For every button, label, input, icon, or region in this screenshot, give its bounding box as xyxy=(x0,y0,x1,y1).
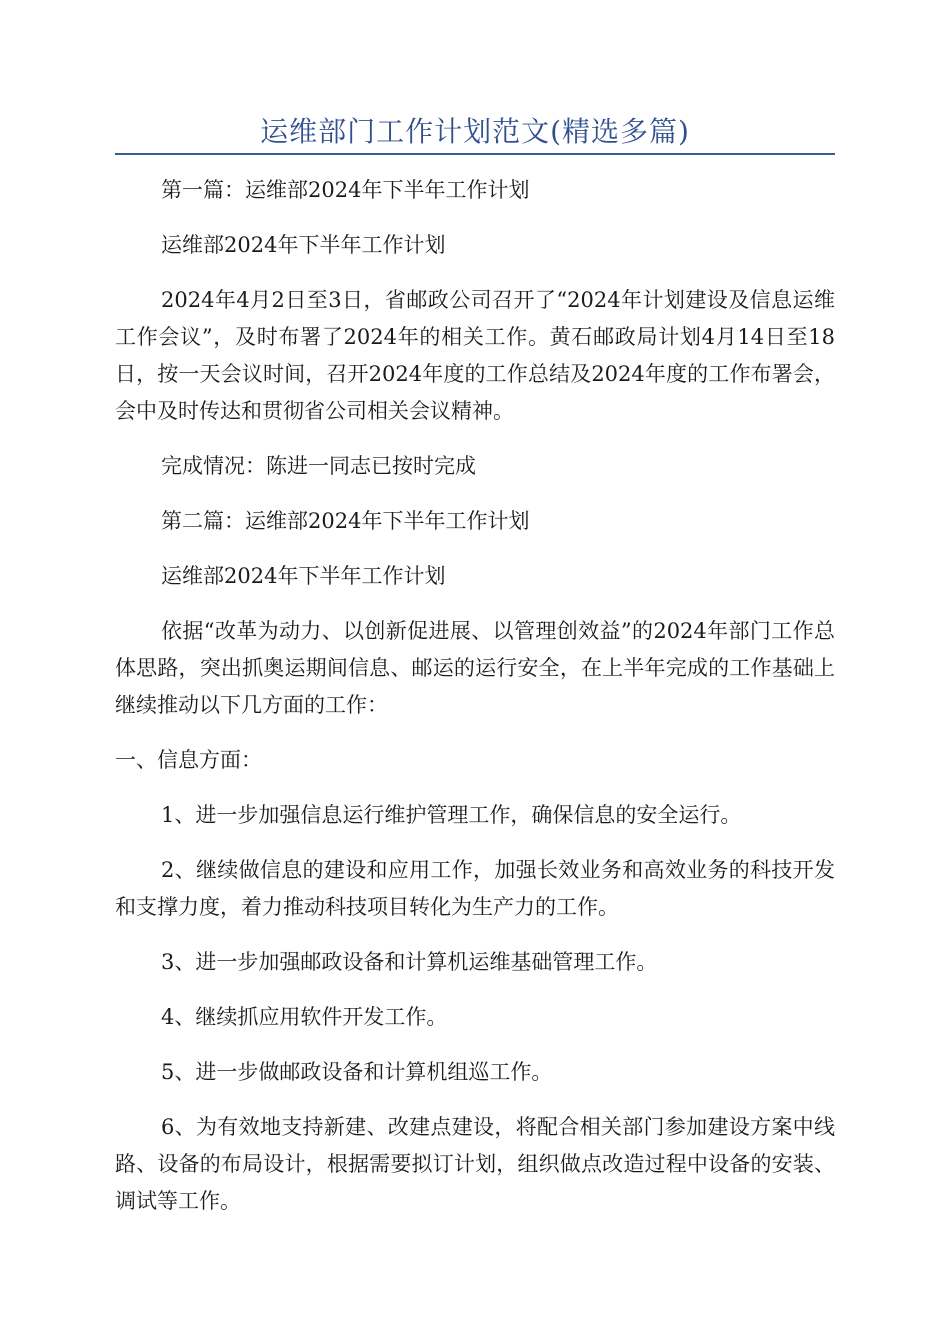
list-item-5: 5、进一步做邮政设备和计算机组巡工作。 xyxy=(161,1060,553,1084)
subheading-1: 运维部2024年下半年工作计划 xyxy=(161,233,446,257)
list-item-4: 4、继续抓应用软件开发工作。 xyxy=(161,1005,448,1029)
completion-status: 完成情况：陈进一同志已按时完成 xyxy=(161,454,476,478)
document-body xyxy=(115,172,835,1220)
body-paragraph-2: 依据“改革为动力、以创新促进展、以管理创效益”的2024年部门工作总体思路，突出抓奥运期间信息、邮运的运行安全，在上半年完成的工作基础上继续推动以下几方面的工作： xyxy=(115,619,835,717)
list-item-1: 1、进一步加强信息运行维护管理工作，确保信息的安全运行。 xyxy=(161,803,742,827)
section-heading-1: 第一篇：运维部2024年下半年工作计划 xyxy=(161,178,530,202)
subheading-2: 运维部2024年下半年工作计划 xyxy=(161,564,446,588)
list-item-6: 6、为有效地支持新建、改建点建设，将配合相关部门参加建设方案中线路、设备的布局设计，根据需要拟订计划，组织做点改造过程中设备的安装、调试等工作。 xyxy=(115,1115,835,1213)
section-heading-2: 第二篇：运维部2024年下半年工作计划 xyxy=(161,509,530,533)
list-item-2: 2、继续做信息的建设和应用工作，加强长效业务和高效业务的科技开发和支撑力度，着力推动科技项目转化为生产力的工作。 xyxy=(115,858,835,919)
list-item-3: 3、进一步加强邮政设备和计算机运维基础管理工作。 xyxy=(161,950,658,974)
title-underline xyxy=(115,153,835,155)
list-heading-information: 一、信息方面： xyxy=(115,748,262,772)
body-paragraph-1: 2024年4月2日至3日，省邮政公司召开了“2024年计划建设及信息运维工作会议”，及时布署了2024年的相关工作。黄石邮政局计划4月14日至18日，按一天会议时间，召开2024年度的工作总结及2024年度的工作布署会，会中及时传达和贯彻省公司相关会议精神。 xyxy=(115,288,835,423)
document-title: 运维部门工作计划范文(精选多篇) xyxy=(260,115,690,148)
